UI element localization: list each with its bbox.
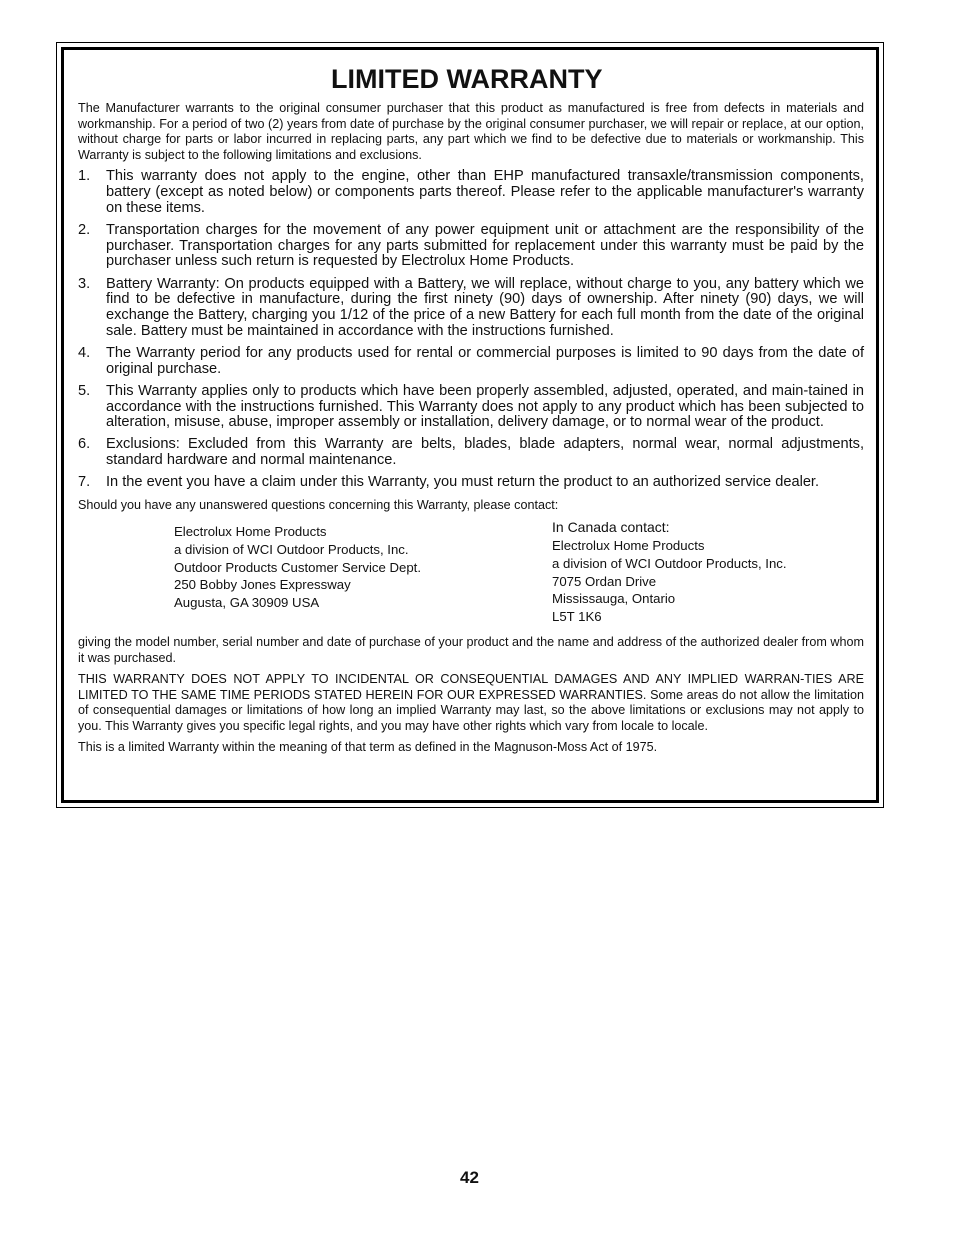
item-number: 3. [78,275,91,292]
item-number: 1. [78,168,91,185]
page-number: 42 [460,1168,479,1187]
warranty-content [78,62,864,761]
us-address-line: Outdoor Products Customer Service Dept. [174,559,422,575]
item-text: In the event you have a claim under this Warranty, you must return the product to an authorized service dealer. [106,474,820,491]
canada-heading: In Canada contact: [552,519,670,536]
list-item [78,437,864,468]
canada-address-line: a division of WCI Outdoor Products, Inc. [552,555,787,571]
canada-address-line: L5T 1K6 [552,608,602,624]
item-number: 4. [78,344,91,361]
contact-intro: Should you have any unanswered questions concerning this Warranty, please contact: [78,497,559,512]
damages-disclaimer: THIS WARRANTY DOES NOT APPLY TO INCIDENTAL OR CONSEQUENTIAL DAMAGES AND ANY IMPLIED WARRAN-TIES ARE LIMITED TO THE SAME TIME PERIODS STATED HEREIN FOR OUR EXPRESSED WARRANTIES. Some areas do not allow the limitation of consequential damages or limitations of how long an implied Warranty may last, so the above limitations or exclusions may not apply to you. This Warranty gives you specific legal rights, and you may have other rights which vary from locale to locale. [78,671,864,734]
canada-address-line: Mississauga, Ontario [552,591,676,607]
list-item [78,277,864,340]
page-title: LIMITED WARRANTY [331,64,603,94]
list-item [78,384,864,431]
item-number: 5. [78,382,91,399]
item-text: Battery Warranty: On products equipped with a Battery, we will replace, without charge to you, any battery which we find to be defective in manufacture, during the first ninety (90) days of ownership. After ninety (90) days, we will exchange the Battery, charging you 1/12 of the price of a new Battery for each full month from the date of the original sale. Battery must be maintained in accordance with the instructions furnished. [106,275,864,339]
canada-address-line: Electrolux Home Products [552,538,705,554]
item-number: 2. [78,221,91,238]
canada-address [552,519,787,626]
item-number: 7. [78,474,91,491]
item-text: This warranty does not apply to the engine, other than EHP manufactured transaxle/transmission components, battery (except as noted below) or components parts thereof. Please refer to the applicable manufacturer's warranty on these items. [106,168,864,216]
item-text: This Warranty applies only to products which have been properly assembled, adjusted, operated, and main-tained in accordance with the instructions furnished. This Warranty does not apply to any product which has been subjected to alteration, misuse, abuse, improper assembly or installation, delivery damage, or to normal wear of the product. [106,382,864,431]
contact-addresses [78,515,864,635]
us-address [174,523,421,612]
limitations-list [78,169,864,491]
us-address-line: Augusta, GA 30909 USA [174,594,320,610]
us-address-line: a division of WCI Outdoor Products, Inc. [174,541,409,557]
item-text: Transportation charges for the movement of any power equipment unit or attachment are the responsibility of the purchaser. Transportation charges for any parts submitted for replacement under this warranty must be paid by the purchaser unless such return is requested by Electrolux Home Products. [106,221,864,270]
list-item [78,169,864,216]
item-number: 6. [78,436,91,453]
list-item [78,223,864,270]
list-item [78,475,864,491]
giving-info-text: giving the model number, serial number and date of purchase of your product and the name and address of the authorized dealer from whom it was purchased. [78,635,864,665]
canada-address-line: 7075 Ordan Drive [552,573,657,589]
us-address-line: Electrolux Home Products [174,524,327,540]
item-text: Exclusions: Excluded from this Warranty are belts, blades, blade adapters, normal wear, normal adjustments, standard hardware and normal maintenance. [106,436,864,469]
magnuson-moss-note: This is a limited Warranty within the meaning of that term as defined in the Magnuson-Moss Act of 1975. [78,739,658,754]
list-item [78,346,864,377]
item-text: The Warranty period for any products used for rental or commercial purposes is limited to 90 days from the date of original purchase. [106,344,864,377]
us-address-line: 250 Bobby Jones Expressway [174,577,351,593]
warranty-intro: The Manufacturer warrants to the original consumer purchaser that this product as manufactured is free from defects in materials and workmanship. For a period of two (2) years from date of purchase by the original consumer purchaser, we will repair or replace, at our option, without charge for parts or labor incurred in replacing parts, any part which we find to be defective due to materials or workmanship. This Warranty is subject to the following limitations and exclusions. [78,101,864,162]
